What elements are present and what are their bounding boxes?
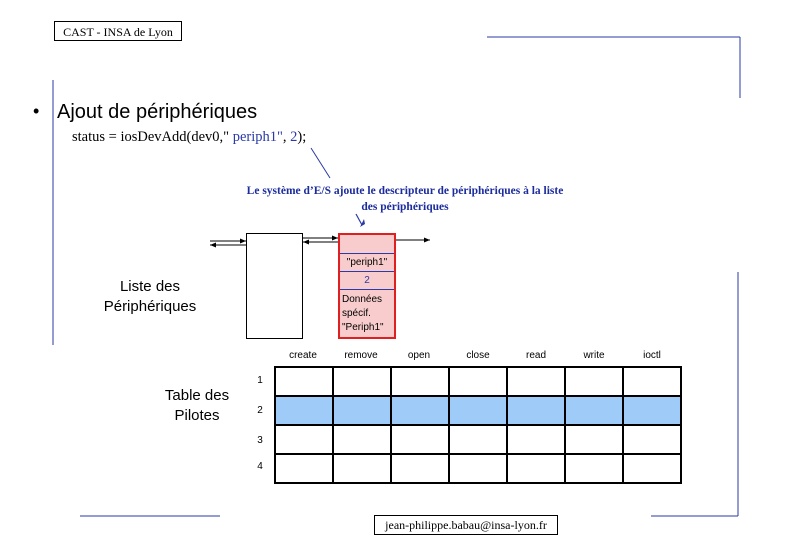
table-cell xyxy=(623,425,681,454)
column-header-write: write xyxy=(583,350,605,361)
periph-descriptor-box xyxy=(338,233,396,339)
code-suffix: ); xyxy=(297,129,307,145)
annotation-line-1: Le système d’E/S ajoute le descripteur de périphériques à la liste xyxy=(246,185,564,197)
table-cell xyxy=(391,425,449,454)
code-periph-name: periph1" xyxy=(229,129,283,145)
table-row xyxy=(275,425,681,454)
periph-data-line-1: Données xyxy=(342,294,383,305)
table-cell xyxy=(565,425,623,454)
table-cell xyxy=(275,367,333,396)
periph-data-line-3: "Periph1" xyxy=(342,322,384,333)
periph-header-cell xyxy=(340,235,394,254)
periph-data-line-2: spécif. xyxy=(342,308,371,319)
table-cell xyxy=(449,425,507,454)
liste-label-line-1: Liste des xyxy=(119,278,181,295)
row-number-4: 4 xyxy=(257,461,263,472)
column-header-close: close xyxy=(466,350,490,361)
table-cell xyxy=(623,396,681,425)
row-number-3: 3 xyxy=(257,435,263,446)
table-row xyxy=(275,367,681,396)
table-cell xyxy=(275,454,333,483)
table-cell xyxy=(333,454,391,483)
column-header-open: open xyxy=(407,350,431,361)
header-label: CAST - INSA de Lyon xyxy=(54,21,182,41)
column-header-create: create xyxy=(289,350,317,361)
table-cell xyxy=(449,396,507,425)
code-periph-num: 2 xyxy=(290,129,298,145)
table-row xyxy=(275,454,681,483)
list-node-box xyxy=(246,233,303,339)
table-cell xyxy=(449,454,507,483)
column-header-ioctl: ioctl xyxy=(643,350,661,361)
table-cell xyxy=(565,367,623,396)
table-cell xyxy=(449,367,507,396)
table-cell xyxy=(507,367,565,396)
bullet-marker: • xyxy=(33,101,40,121)
slide-title: Ajout de périphériques xyxy=(57,101,258,123)
table-cell xyxy=(391,454,449,483)
column-header-remove: remove xyxy=(344,350,378,361)
periph-number: 2 xyxy=(340,272,394,290)
table-cell xyxy=(275,396,333,425)
row-number-2: 2 xyxy=(257,405,263,416)
table-cell xyxy=(507,396,565,425)
table-cell xyxy=(565,396,623,425)
liste-label-line-2: Périphériques xyxy=(103,298,197,315)
table-cell xyxy=(507,454,565,483)
table-cell xyxy=(623,454,681,483)
periph-data xyxy=(340,290,394,335)
table-row-highlighted xyxy=(275,396,681,425)
table-cell xyxy=(275,425,333,454)
table-cell xyxy=(565,454,623,483)
table-cell xyxy=(623,367,681,396)
table-label xyxy=(154,386,240,426)
liste-label xyxy=(94,277,206,317)
table-cell xyxy=(507,425,565,454)
annotation-note xyxy=(232,183,578,215)
periph-name: "periph1" xyxy=(340,254,394,272)
footer-email: jean-philippe.babau@insa-lyon.fr xyxy=(374,515,558,535)
code-middle: , xyxy=(282,129,291,145)
row-number-1: 1 xyxy=(257,375,263,386)
table-label-line-2: Pilotes xyxy=(174,407,220,424)
table-cell xyxy=(333,396,391,425)
column-header-read: read xyxy=(525,350,546,361)
code-prefix: status = iosDevAdd(dev0," xyxy=(72,129,230,145)
table-cell xyxy=(333,425,391,454)
table-cell xyxy=(391,367,449,396)
table-label-line-1: Table des xyxy=(164,387,230,404)
code-line xyxy=(72,129,306,146)
table-cell xyxy=(391,396,449,425)
driver-table xyxy=(274,366,682,484)
table-cell xyxy=(333,367,391,396)
annotation-line-2: des périphériques xyxy=(361,201,449,213)
